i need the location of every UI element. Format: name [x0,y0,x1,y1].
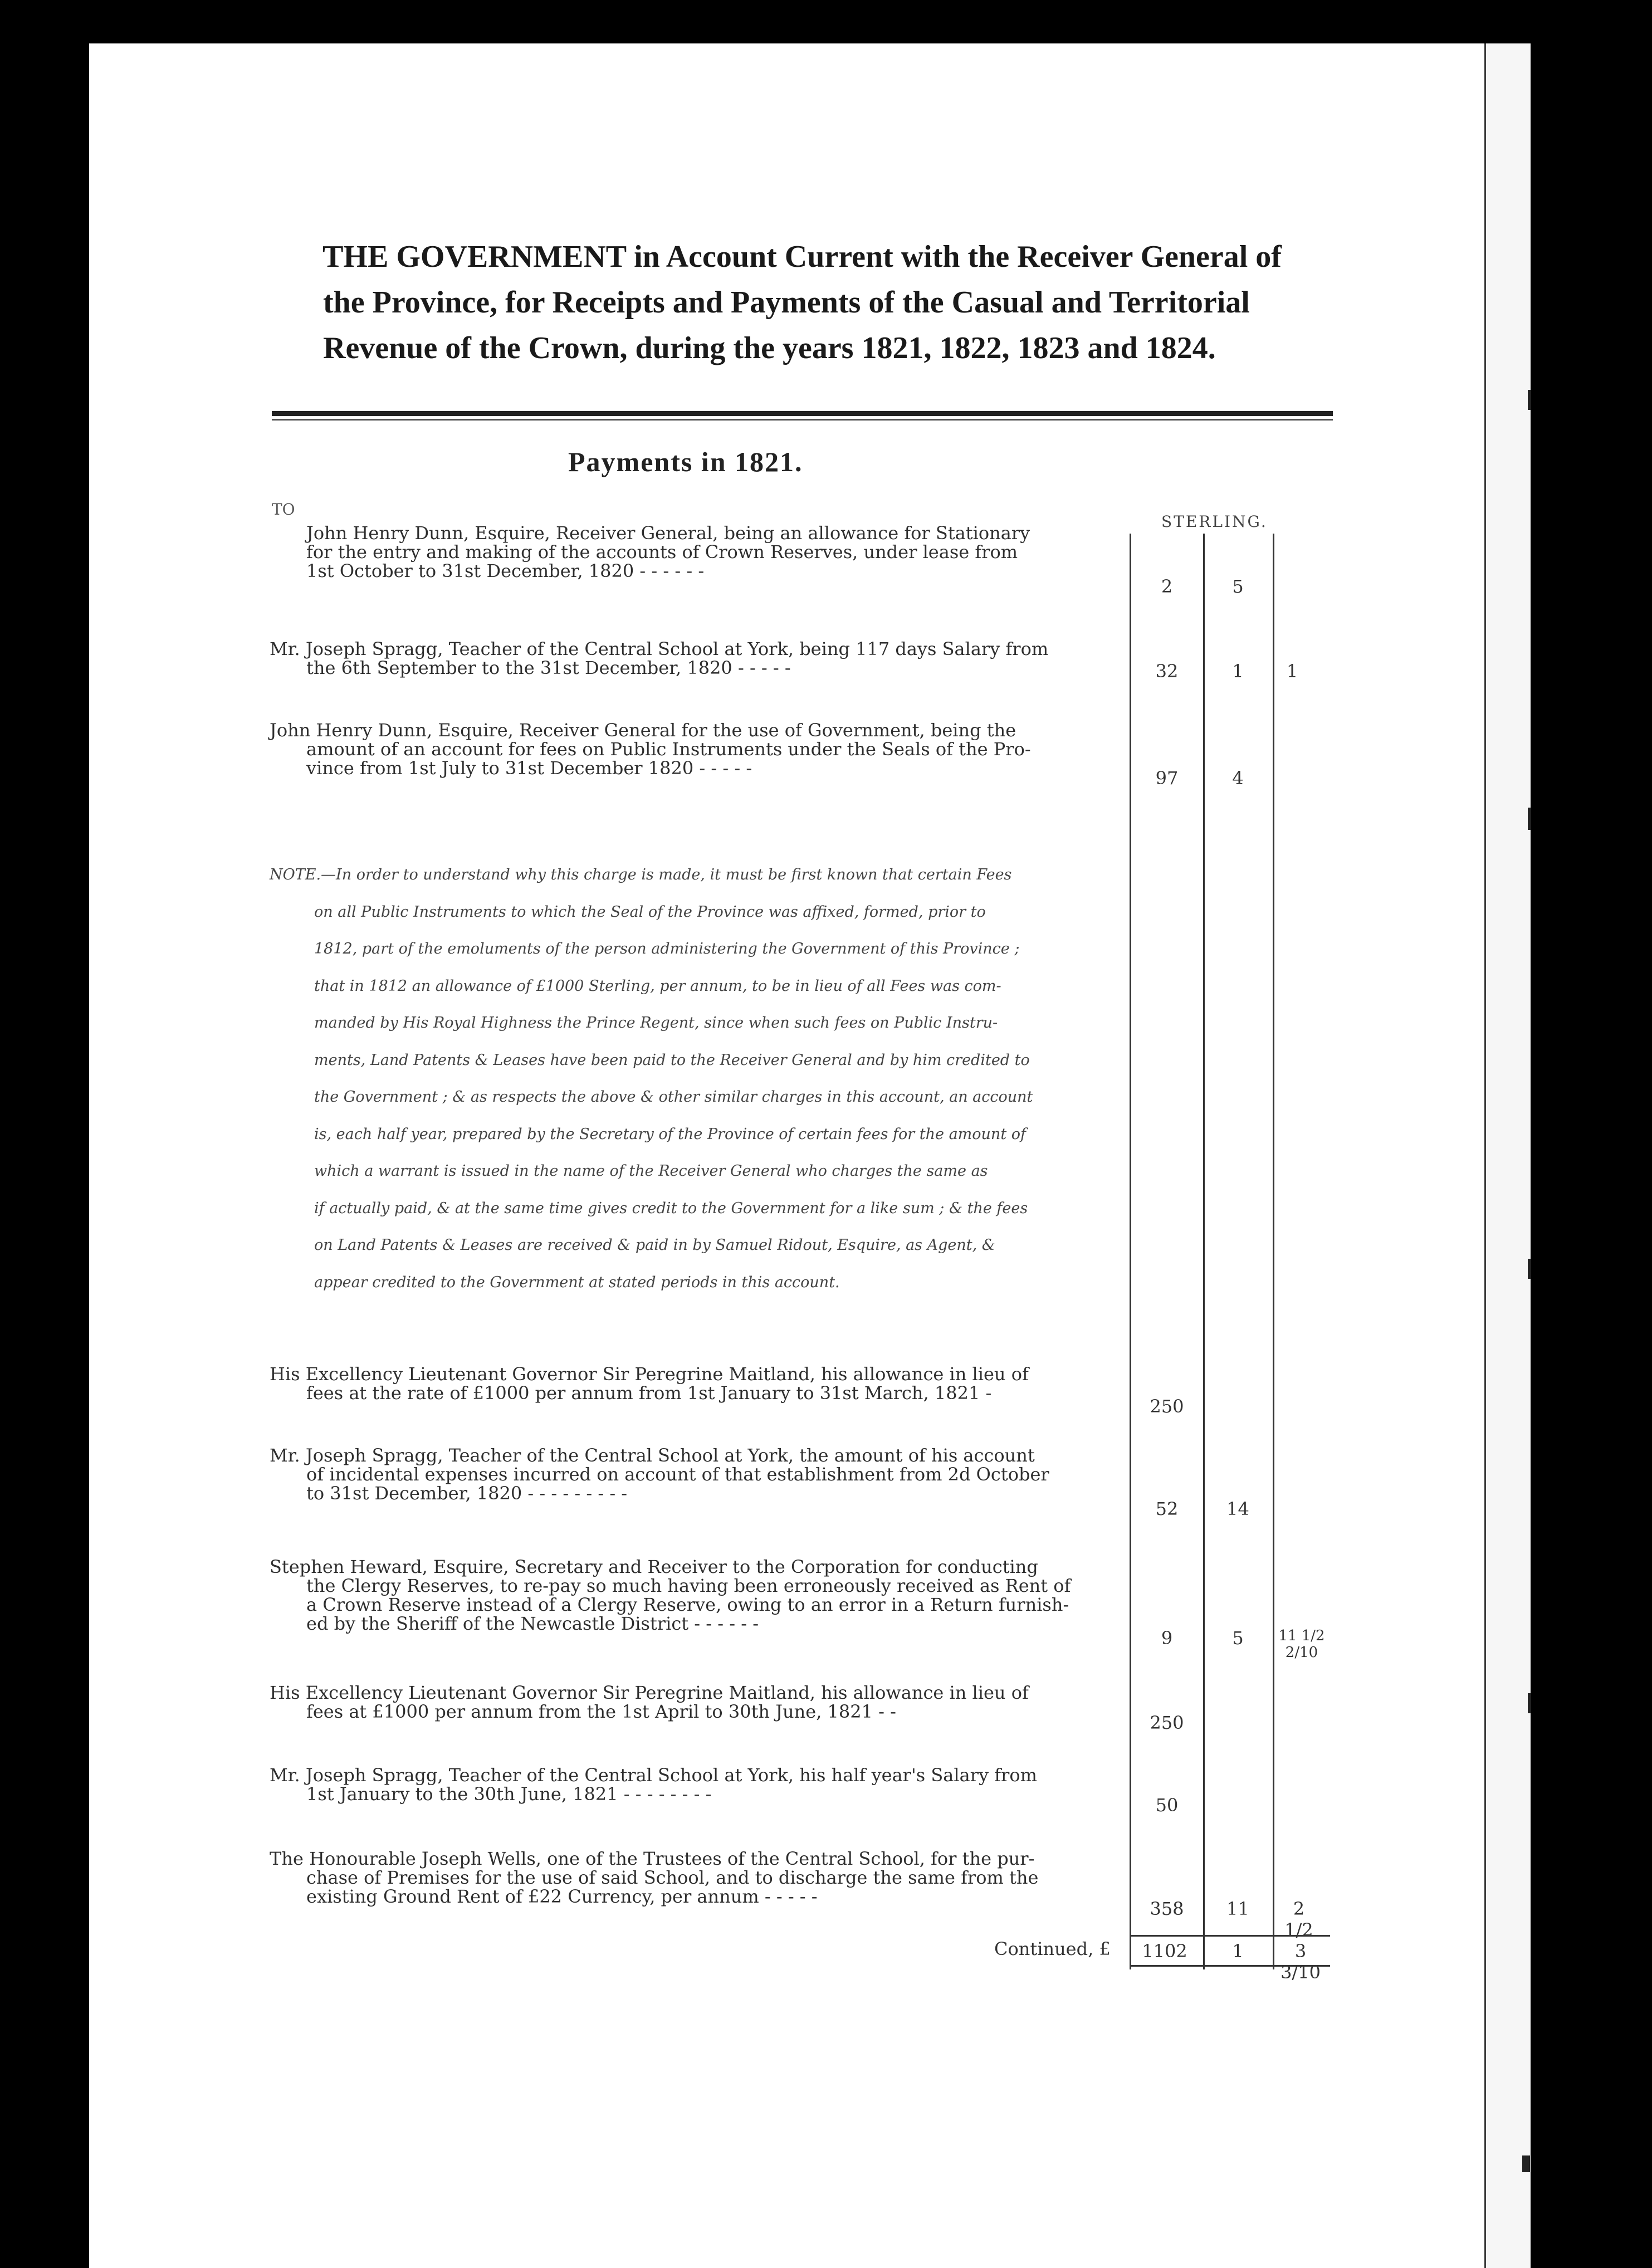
note-line: is, each half year, prepared by the Secretary of the Province of certain fees for the amount of [314,1125,1027,1143]
entry-line: to 31st December, 1820 - - - - - - - - - [306,1483,628,1504]
entry-pence: 2 1/2 [1284,1898,1313,1940]
entry-pounds: 50 [1155,1795,1179,1816]
entry-shillings: 14 [1226,1498,1249,1519]
ledger-rule-left [1130,534,1131,1969]
entry-line: John Henry Dunn, Esquire, Receiver General for the use of Government, being the [270,720,1016,741]
entry-pounds: 250 [1150,1396,1184,1417]
entry-line: the Clergy Reserves, to re-pay so much having been erroneously received as Rent of [306,1575,1071,1596]
ledger-entry [270,1446,1111,1503]
document-title [262,234,1342,371]
entry-line: His Excellency Lieutenant Governor Sir Peregrine Maitland, his allowance in lieu of [270,1363,1029,1385]
note-line: ments, Land Patents & Leases have been paid to the Receiver General and by him credited to [314,1051,1030,1069]
note-line: NOTE.—In order to understand why this charge is made, it must be first known that certain Fees [270,866,1012,883]
entry-line: 1st January to the 30th June, 1821 - - - - - - - - [306,1783,712,1805]
entry-line: vince from 1st July to 31st December 1820 - - - - - [306,757,752,779]
note-line: 1812, part of the emoluments of the person administering the Government of this Province ; [314,940,1020,957]
section-heading: Payments in 1821. [568,446,803,477]
total-shillings: 1 [1232,1940,1244,1962]
entry-line: Mr. Joseph Spragg, Teacher of the Central School at York, being 117 days Salary from [270,638,1049,659]
entry-line: the 6th September to the 31st December, 1820 - - - - - [306,657,791,678]
title-rule [272,411,1333,416]
currency-heading: STERLING. [1161,512,1268,531]
entry-pounds: 32 [1155,661,1179,682]
entry-line: The Honourable Joseph Wells, one of the Trustees of the Central School, for the pur- [270,1848,1035,1869]
entry-line: Mr. Joseph Spragg, Teacher of the Central School at York, his half year's Salary from [270,1764,1037,1786]
entry-line: Stephen Heward, Esquire, Secretary and Receiver to the Corporation for conducting [270,1556,1038,1577]
entry-pounds: 9 [1161,1627,1173,1649]
entry-shillings: 4 [1232,768,1244,789]
scan-mark [1528,808,1531,830]
entry-line: chase of Premises for the use of said School, and to discharge the same from the [306,1867,1039,1888]
ledger-entry [270,639,1111,677]
entry-line: His Excellency Lieutenant Governor Sir Peregrine Maitland, his allowance in lieu of [270,1682,1029,1703]
entry-shillings: 5 [1232,1627,1244,1649]
entry-pounds: 97 [1155,768,1179,789]
note-line: that in 1812 an allowance of £1000 Sterling, per annum, to be in lieu of all Fees was com- [314,977,1001,995]
entry-line: existing Ground Rent of £22 Currency, per annum - - - - - [306,1886,818,1907]
ledger-entry [306,524,1108,580]
entry-pounds: 250 [1150,1712,1184,1733]
total-pounds: 1102 [1142,1940,1187,1962]
entry-line: for the entry and making of the accounts of Crown Reserves, under lease from [306,541,1018,563]
ledger-rule-pounds [1203,534,1205,1969]
note-line: the Government ; & as respects the above & other similar charges in this account, an account [314,1088,1033,1106]
entry-line: ed by the Sheriff of the Newcastle District - - - - - - [306,1613,759,1634]
total-pence: 3 3/10 [1280,1940,1321,1983]
ledger-entry [270,721,1111,778]
entry-line: a Crown Reserve instead of a Clergy Reserve, owing to an error in a Return furnish- [306,1594,1069,1615]
entry-line: fees at the rate of £1000 per annum from 1st January to 31st March, 1821 - [306,1382,992,1404]
scan-mark [1522,2155,1530,2172]
ledger-entry [270,1849,1111,1906]
entry-shillings: 1 [1232,661,1244,682]
note-line: manded by His Royal Highness the Prince Regent, since when such fees on Public Instru- [314,1014,998,1032]
note-line: on Land Patents & Leases are received & paid in by Samuel Ridout, Esquire, as Agent, & [314,1236,995,1254]
note-line: on all Public Instruments to which the Seal of the Province was affixed, formed, prior to [314,903,986,921]
scan-border [1531,0,1652,2268]
entry-line: fees at £1000 per annum from the 1st April to 30th June, 1821 - - [306,1701,896,1722]
to-label: TO [272,500,295,519]
entry-line: Mr. Joseph Spragg, Teacher of the Central School at York, the amount of his account [270,1445,1035,1466]
title-rule-thin [272,419,1333,421]
scan-mark [1528,1259,1531,1279]
entry-line: of incidental expenses incurred on account of that establishment from 2d October [306,1464,1049,1485]
ledger-entry [270,1557,1111,1633]
facing-page-strip [1486,43,1531,2268]
entry-pence: 11 1/2 2/10 [1278,1627,1325,1661]
scan-mark [1528,1693,1531,1713]
title-line-3: Revenue of the Crown, during the years 1821, 1822, 1823 and 1824. [323,331,1216,365]
explanatory-note [270,857,1111,1301]
scan-mark [1528,390,1531,410]
entry-pence: 1 [1286,661,1298,682]
entry-line: 1st October to 31st December, 1820 - - - - - - [306,560,705,581]
entry-shillings: 11 [1226,1898,1249,1919]
entry-pounds: 2 [1161,576,1173,597]
ledger-entry [270,1766,1111,1803]
note-line: which a warrant is issued in the name of the Receiver General who charges the same as [314,1162,988,1180]
note-line: if actually paid, & at the same time gives credit to the Government for a like sum ; & the fees [314,1199,1028,1217]
title-line-2: the Province, for Receipts and Payments of the Casual and Territorial [323,285,1250,320]
ledger-entry [270,1683,1111,1721]
continued-label: Continued, £ [994,1938,1111,1959]
entry-pounds: 358 [1150,1898,1184,1919]
entry-line: John Henry Dunn, Esquire, Receiver General, being an allowance for Stationary [306,522,1030,544]
title-line-1: THE GOVERNMENT in Account Current with the Receiver General of [322,239,1282,274]
note-line: appear credited to the Government at stated periods in this account. [314,1273,840,1291]
entry-pounds: 52 [1155,1498,1179,1519]
ledger-entry [270,1365,1111,1402]
entry-shillings: 5 [1232,576,1244,597]
entry-line: amount of an account for fees on Public Instruments under the Seals of the Pro- [306,739,1031,760]
ledger-rule-shillings [1273,534,1274,1969]
